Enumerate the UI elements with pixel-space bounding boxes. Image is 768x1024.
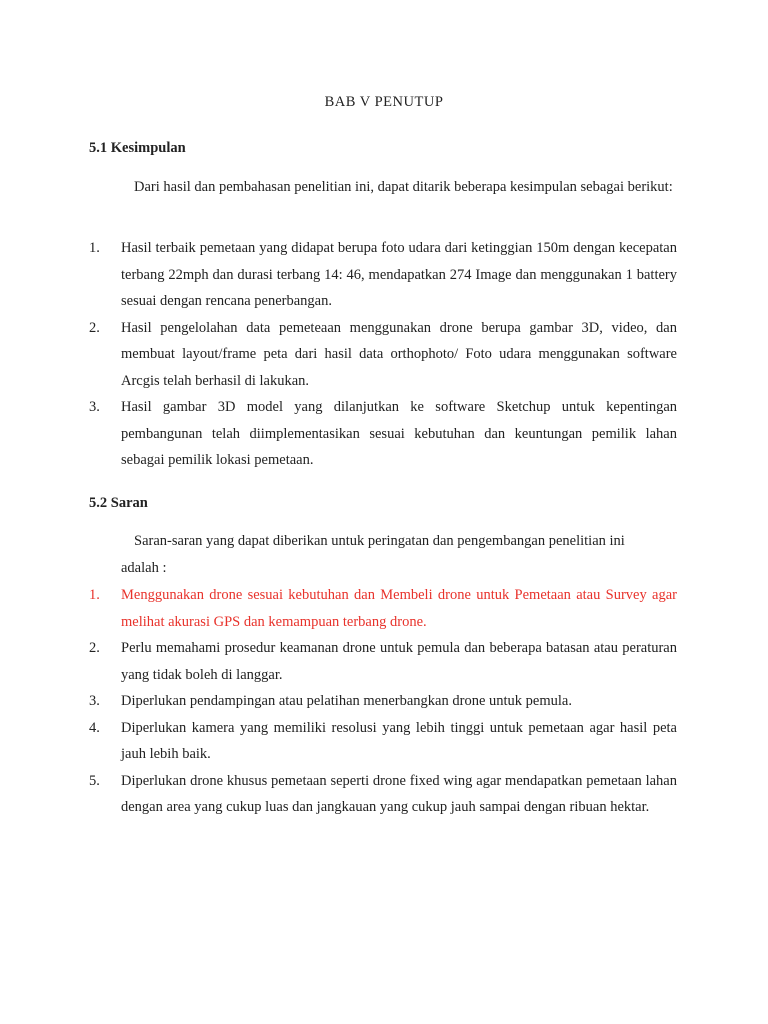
list-item-text: Diperlukan pendampingan atau pelatihan menerbangkan drone untuk pemula. (121, 693, 572, 709)
kesimpulan-intro: Dari hasil dan pembahasan penelitian ini, dapat ditarik beberapa kesimpulan sebagai berikut: (134, 179, 673, 195)
list-item-number: 1. (89, 587, 100, 603)
list-item (89, 235, 677, 315)
chapter-title: BAB V PENUTUP (324, 94, 444, 110)
list-item-text: Hasil pengelolahan data pemeteaan menggunakan drone berupa gambar 3D, video, dan membuat layout/frame peta dari hasil data orthophoto/ Foto udara menggunakan software Arcgis telah berhasil di lakukan. (121, 319, 677, 389)
list-item-number: 3. (89, 693, 100, 709)
list-item (89, 394, 677, 474)
list-item-highlighted (89, 582, 677, 635)
saran-intro-line1: Saran-saran yang dapat diberikan untuk peringatan dan pengembangan penelitian ini (134, 533, 625, 549)
list-item-number: 2. (89, 319, 100, 336)
list-item-number: 1. (89, 240, 100, 256)
list-item (89, 715, 677, 768)
list-item-number: 4. (89, 719, 100, 736)
list-item-text: Hasil gambar 3D model yang dilanjutkan ke software Sketchup untuk kepentingan pembangunan telah diimplementasikan sesuai kebutuhan dan keuntungan pemilik lahan sebagai pemilik lokasi pemetaan. (121, 399, 677, 468)
list-item-number: 2. (89, 640, 100, 656)
list-item-number: 3. (89, 399, 100, 415)
list-item-text: Menggunakan drone sesuai kebutuhan dan Membeli drone untuk Pemetaan atau Survey agar melihat akurasi GPS dan kemampuan terbang drone. (121, 587, 677, 630)
section-heading-saran: 5.2 Saran (89, 495, 148, 511)
list-item (89, 768, 677, 821)
list-item (89, 635, 677, 688)
list-item-text: Perlu memahami prosedur keamanan drone untuk pemula dan beberapa batasan atau peraturan yang tidak boleh di langgar. (121, 640, 677, 683)
list-item-text: Diperlukan drone khusus pemetaan seperti drone fixed wing agar mendapatkan pemetaan lahan dengan area yang cukup luas dan jangkauan yang cukup jauh sampai dengan ribuan hektar. (121, 772, 677, 815)
saran-list (89, 582, 677, 821)
list-item-text: Diperlukan kamera yang memiliki resolusi yang lebih tinggi untuk pemetaan agar hasil peta jauh lebih baik. (121, 719, 677, 762)
list-item (89, 315, 677, 395)
list-item-text: Hasil terbaik pemetaan yang didapat berupa foto udara dari ketinggian 150m dengan kecepatan terbang 22mph dan durasi terbang 14: 46, mendapatkan 274 Image dan menggunakan 1 battery sesuai dengan rencana penerbangan. (121, 240, 677, 309)
section-heading-kesimpulan: 5.1 Kesimpulan (89, 140, 186, 156)
list-item-number: 5. (89, 772, 100, 789)
saran-intro-line2: adalah : (121, 560, 167, 576)
kesimpulan-list (89, 235, 677, 474)
list-item (89, 688, 677, 715)
